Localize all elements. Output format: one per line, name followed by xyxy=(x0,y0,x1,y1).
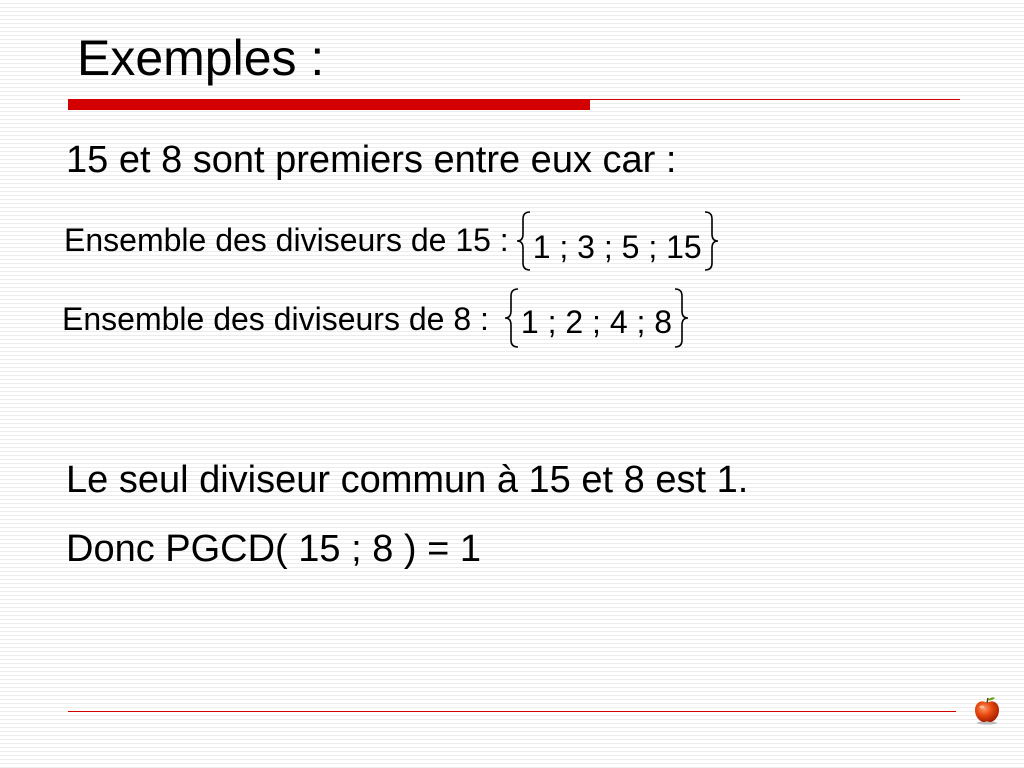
common-divisor-statement: Le seul diviseur commun à 15 et 8 est 1. xyxy=(66,459,749,501)
title-underline-accent xyxy=(68,99,590,110)
divisors-15-label: Ensemble des diviseurs de 15 : xyxy=(64,222,509,258)
right-brace-icon xyxy=(672,287,690,349)
slide-title: Exemples : xyxy=(77,30,325,86)
left-brace-icon xyxy=(503,287,521,349)
divisors-15-row xyxy=(64,208,720,274)
divisors-8-row xyxy=(62,286,690,350)
statement-coprime: 15 et 8 sont premiers entre eux car : xyxy=(66,139,677,181)
pgcd-result: Donc PGCD( 15 ; 8 ) = 1 xyxy=(66,528,481,570)
apple-icon xyxy=(972,695,1002,725)
left-brace-icon xyxy=(515,210,533,272)
divisors-15-values: 1 ; 3 ; 5 ; 15 xyxy=(532,229,702,265)
divisors-8-values: 1 ; 2 ; 4 ; 8 xyxy=(520,304,673,340)
divisors-8-label: Ensemble des diviseurs de 8 : xyxy=(62,301,489,337)
right-brace-icon xyxy=(702,210,720,272)
title-underline-thin xyxy=(590,99,960,100)
footer-rule xyxy=(68,711,956,712)
